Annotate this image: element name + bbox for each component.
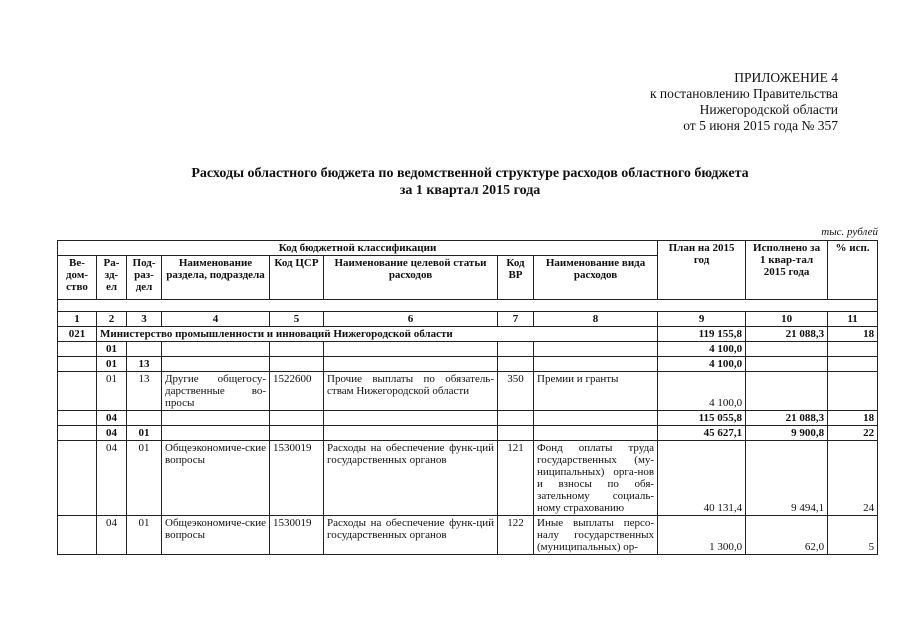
table-row-ministry: [58, 327, 878, 342]
col-number: 10: [746, 312, 828, 327]
header-vr: Код ВР: [498, 256, 534, 300]
col-number: 2: [97, 312, 127, 327]
razdel-name: Общеэкономиче-ские вопросы: [162, 516, 270, 555]
table-row-section-01: [58, 342, 878, 357]
row-plan: 45 627,1: [658, 426, 746, 441]
header-done: Исполнено за 1 квар-тал 2015 года: [746, 241, 828, 300]
header-podrazdel: Под-раз-дел: [127, 256, 162, 300]
csr-code: 1530019: [270, 516, 324, 555]
podrazdel-code: 01: [127, 441, 162, 516]
podrazdel-code: 13: [127, 372, 162, 411]
header-vr-name: Наименование вида расходов: [534, 256, 658, 300]
header-csr: Код ЦСР: [270, 256, 324, 300]
row-pct: 22: [828, 426, 878, 441]
target-name: Прочие выплаты по обязатель-ствам Нижегородской области: [324, 372, 498, 411]
column-number-row: [58, 312, 878, 327]
razdel-code: 01: [97, 357, 127, 372]
row-done: 9 494,1: [746, 441, 828, 516]
row-pct: 24: [828, 441, 878, 516]
ministry-done: 21 088,3: [746, 327, 828, 342]
ministry-name: Министерство промышленности и инноваций Нижегородской области: [97, 327, 658, 342]
target-name: Расходы на обеспечение функ-ций государственных органов: [324, 516, 498, 555]
units-label: тыс. рублей: [821, 226, 878, 238]
col-number: 7: [498, 312, 534, 327]
csr-code: 1530019: [270, 441, 324, 516]
vr-name: Иные выплаты персо-налу государственных (муниципальных) ор-: [534, 516, 658, 555]
col-number: 1: [58, 312, 97, 327]
razdel-code: 01: [97, 342, 127, 357]
row-plan: 4 100,0: [658, 342, 746, 357]
podrazdel-code: 01: [127, 516, 162, 555]
row-done: 9 900,8: [746, 426, 828, 441]
table-row-subsection-0401: [58, 426, 878, 441]
row-done: 62,0: [746, 516, 828, 555]
col-number: 4: [162, 312, 270, 327]
vr-code: 350: [498, 372, 534, 411]
table-row-subsection-0113: [58, 357, 878, 372]
razdel-code: 04: [97, 426, 127, 441]
podrazdel-code: 01: [127, 426, 162, 441]
vr-code: 122: [498, 516, 534, 555]
vr-name: Фонд оплаты труда государственных (му-ниципальных) орга-нов и взносы по обя-зательному социаль-ному страхованию: [534, 441, 658, 516]
row-pct: 18: [828, 411, 878, 426]
row-plan: 115 055,8: [658, 411, 746, 426]
col-number: 6: [324, 312, 498, 327]
vr-code: 121: [498, 441, 534, 516]
col-number: 3: [127, 312, 162, 327]
razdel-code: 04: [97, 411, 127, 426]
razdel-code: 04: [97, 516, 127, 555]
title-line-2: за 1 квартал 2015 года: [399, 183, 541, 198]
document-title: [60, 165, 880, 199]
appendix-label: ПРИЛОЖЕНИЕ 4: [734, 70, 838, 85]
appendix-date: от 5 июня 2015 года № 357: [683, 118, 838, 133]
appendix-resolution: к постановлению Правительства: [649, 86, 838, 101]
row-plan: 40 131,4: [658, 441, 746, 516]
header-razdel: Ра-зд-ел: [97, 256, 127, 300]
ministry-code: 021: [58, 327, 97, 342]
vr-name: Премии и гранты: [534, 372, 658, 411]
razdel-name: Общеэкономиче-ские вопросы: [162, 441, 270, 516]
col-number: 5: [270, 312, 324, 327]
ministry-pct: 18: [828, 327, 878, 342]
header-target-name: Наименование целевой статьи расходов: [324, 256, 498, 300]
table-row-detail-122: [58, 516, 878, 555]
header-pct: % исп.: [828, 241, 878, 300]
table-row-section-04: [58, 411, 878, 426]
header-plan: План на 2015 год: [658, 241, 746, 300]
row-plan: 4 100,0: [658, 372, 746, 411]
podrazdel-code: 13: [127, 357, 162, 372]
budget-table: [57, 240, 878, 555]
csr-code: 1522600: [270, 372, 324, 411]
row-pct: 5: [828, 516, 878, 555]
header-vedomstvo: Ве-дом-ство: [58, 256, 97, 300]
razdel-code: 04: [97, 441, 127, 516]
razdel-name: Другие общегосу-дарственные во-просы: [162, 372, 270, 411]
row-plan: 1 300,0: [658, 516, 746, 555]
appendix-region: Нижегородской области: [699, 102, 838, 117]
title-line-1: Расходы областного бюджета по ведомственной структуре расходов областного бюджета: [191, 166, 749, 181]
table-row-detail-0113: [58, 372, 878, 411]
razdel-code: 01: [97, 372, 127, 411]
header-razdel-name: Наименование раздела, подраздела: [162, 256, 270, 300]
table-row-detail-121: [58, 441, 878, 516]
target-name: Расходы на обеспечение функ-ций государственных органов: [324, 441, 498, 516]
col-number: 11: [828, 312, 878, 327]
col-number: 9: [658, 312, 746, 327]
row-done: 21 088,3: [746, 411, 828, 426]
row-plan: 4 100,0: [658, 357, 746, 372]
col-number: 8: [534, 312, 658, 327]
ministry-plan: 119 155,8: [658, 327, 746, 342]
appendix-block: [560, 70, 838, 134]
header-classification: Код бюджетной классификации: [58, 241, 658, 256]
header-gap: [58, 300, 878, 312]
header-row-group: [58, 241, 878, 256]
